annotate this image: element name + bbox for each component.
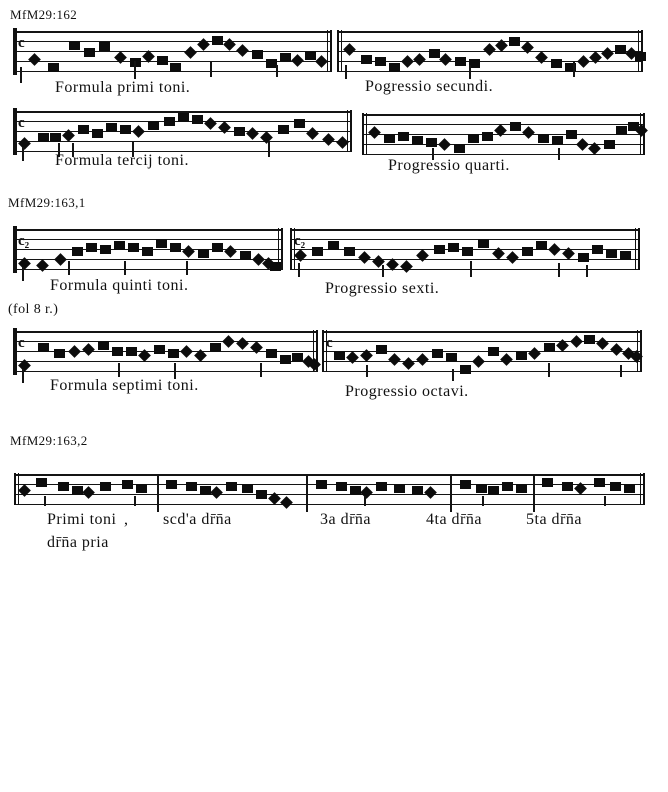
staff-line: [322, 331, 642, 333]
division-stroke: [118, 363, 120, 377]
division-stroke: [366, 365, 368, 377]
diamond-note: [246, 127, 259, 140]
diamond-note: [416, 353, 429, 366]
square-note: [376, 482, 387, 491]
square-note: [510, 122, 521, 131]
division-stroke: [134, 496, 136, 506]
division-stroke: [452, 369, 454, 381]
square-note: [635, 52, 646, 61]
square-note: [294, 119, 305, 128]
division-stroke: [558, 148, 560, 160]
staff-caption: Pogressio secundi.: [365, 78, 494, 95]
staff-line: [362, 154, 645, 155]
square-note: [170, 243, 181, 252]
staff-end-barline: [640, 330, 642, 372]
square-note: [522, 247, 533, 256]
staff-line: [14, 331, 318, 333]
differentia-label: 5ta dr̄n̄a: [526, 511, 582, 528]
staff-line: [362, 114, 645, 116]
square-note: [212, 243, 223, 252]
square-note: [50, 133, 61, 142]
diamond-note: [358, 251, 371, 264]
diamond-note: [210, 486, 223, 499]
square-note: [544, 343, 555, 352]
staff-end-barline: [638, 30, 639, 72]
staff-start-barline: [366, 113, 367, 155]
square-note: [266, 349, 277, 358]
square-note: [551, 59, 562, 68]
square-note: [99, 42, 110, 51]
square-note: [584, 335, 595, 344]
division-stroke: [134, 61, 136, 79]
square-note: [136, 484, 147, 493]
diamond-note: [236, 44, 249, 57]
diamond-note: [402, 357, 415, 370]
staff-caption: Formula quinti toni.: [50, 277, 189, 294]
square-note: [476, 484, 487, 493]
square-note: [178, 113, 189, 122]
square-note: [448, 243, 459, 252]
square-note: [170, 63, 181, 72]
staff-end-barline: [638, 228, 640, 270]
staff-start-bracket: [13, 328, 17, 375]
c-clef: c: [18, 335, 25, 351]
diamond-note: [401, 55, 414, 68]
staff-line: [14, 269, 283, 270]
c-clef: c₂: [294, 233, 306, 249]
square-note: [142, 247, 153, 256]
c-clef: c: [326, 335, 333, 351]
diamond-note: [18, 137, 31, 150]
measure-barline: [157, 474, 159, 512]
staff-line: [14, 141, 352, 142]
division-stroke: [364, 496, 366, 506]
square-note: [468, 134, 479, 143]
square-note: [460, 365, 471, 374]
square-note: [36, 478, 47, 487]
differentia-label: Primi toni: [47, 511, 117, 528]
square-note: [455, 57, 466, 66]
square-note: [128, 243, 139, 252]
division-stroke: [260, 363, 262, 377]
staff-line: [290, 229, 640, 231]
square-note: [432, 349, 443, 358]
division-stroke: [22, 369, 24, 383]
c-clef: c: [18, 35, 25, 51]
diamond-note: [500, 353, 513, 366]
diamond-note: [601, 47, 614, 60]
square-note: [478, 239, 489, 248]
square-note: [280, 53, 291, 62]
staff-line: [14, 229, 283, 231]
differentia-label: 4ta dr̄n̄a: [426, 511, 482, 528]
folio-ref-fol-8r: (fol 8 r.): [8, 302, 59, 317]
staff-pogressio-secundi: [337, 31, 643, 71]
division-stroke: [22, 267, 24, 281]
square-note: [212, 36, 223, 45]
division-stroke: [68, 261, 70, 275]
staff-start-bracket: [13, 226, 17, 273]
square-note: [488, 486, 499, 495]
square-note: [361, 55, 372, 64]
square-note: [86, 243, 97, 252]
division-stroke: [186, 261, 188, 275]
square-note: [192, 115, 203, 124]
square-note: [426, 138, 437, 147]
square-note: [460, 480, 471, 489]
square-note: [240, 251, 251, 260]
diamond-note: [343, 43, 356, 56]
square-note: [482, 132, 493, 141]
diamond-note: [280, 496, 293, 509]
square-note: [552, 136, 563, 145]
diamond-note: [82, 343, 95, 356]
square-note: [334, 351, 345, 360]
diamond-note: [132, 125, 145, 138]
square-note: [198, 249, 209, 258]
staff-caption: Progressio sexti.: [325, 280, 440, 297]
division-stroke: [298, 263, 300, 277]
square-note: [376, 345, 387, 354]
measure-barline: [533, 474, 535, 512]
staff-start-bracket: [13, 108, 17, 155]
square-note: [394, 484, 405, 493]
square-note: [92, 129, 103, 138]
staff-caption: Formula septimi toni.: [50, 377, 199, 394]
diamond-note: [368, 126, 381, 139]
square-note: [126, 347, 137, 356]
square-note: [604, 140, 615, 149]
square-note: [566, 130, 577, 139]
staff-start-barline: [14, 473, 16, 505]
square-note: [429, 49, 440, 58]
staff-end-barline: [643, 473, 645, 505]
division-stroke: [382, 265, 384, 277]
staff-progressio-quarti: [362, 114, 645, 154]
staff-end-barline: [330, 30, 332, 72]
staff-start-barline: [362, 113, 364, 155]
square-note: [516, 484, 527, 493]
differentia-label-second-line: dr̄n̄a pria: [47, 534, 109, 551]
square-note: [148, 121, 159, 130]
diamond-note: [28, 53, 41, 66]
diamond-note: [596, 337, 609, 350]
division-stroke: [345, 65, 347, 79]
square-note: [210, 343, 221, 352]
square-note: [100, 245, 111, 254]
square-note: [434, 245, 445, 254]
staff-formula-primi-toni: [14, 31, 332, 71]
square-note: [509, 37, 520, 46]
square-note: [344, 247, 355, 256]
square-note: [542, 478, 553, 487]
diamond-note: [424, 486, 437, 499]
square-note: [594, 478, 605, 487]
staff-formula-tercij-toni: [14, 111, 352, 151]
square-note: [72, 247, 83, 256]
measure-barline: [450, 474, 452, 512]
diamond-note: [610, 343, 623, 356]
square-note: [389, 63, 400, 72]
staff-formula-septimi-toni: [14, 331, 318, 371]
diamond-note: [306, 127, 319, 140]
staff-line: [337, 41, 643, 42]
staff-caption: Formula tercij toni.: [55, 152, 189, 169]
differentia-label: scd'a dr̄n̄a: [163, 511, 232, 528]
staff-line: [14, 239, 283, 240]
diamond-note: [204, 117, 217, 130]
diamond-note: [522, 126, 535, 139]
square-note: [454, 144, 465, 153]
square-note: [620, 251, 631, 260]
square-note: [375, 57, 386, 66]
source-ref-mfm29-163-1: MfM29:163,1: [8, 195, 86, 210]
staff-caption: Formula primi toni.: [55, 79, 191, 96]
diamond-note: [439, 53, 452, 66]
staff-end-barline: [640, 473, 641, 505]
staff-line: [14, 361, 318, 362]
diamond-note: [180, 345, 193, 358]
square-note: [58, 482, 69, 491]
square-note: [157, 56, 168, 65]
diamond-note: [82, 486, 95, 499]
staff-line: [362, 144, 645, 145]
square-note: [122, 480, 133, 489]
square-note: [278, 125, 289, 134]
diamond-note: [438, 138, 451, 151]
square-note: [398, 132, 409, 141]
square-note: [38, 343, 49, 352]
staff-formula-quinti-toni: [14, 229, 283, 269]
square-note: [488, 347, 499, 356]
staff-end-barline: [635, 228, 636, 270]
square-note: [412, 136, 423, 145]
staff-line: [14, 474, 645, 476]
square-note: [120, 125, 131, 134]
square-note: [312, 247, 323, 256]
square-note: [186, 482, 197, 491]
source-ref-mfm29-163-2: MfM29:163,2: [10, 433, 88, 448]
diamond-note: [291, 54, 304, 67]
square-note: [100, 482, 111, 491]
measure-barline: [306, 474, 308, 512]
staff-start-barline: [290, 228, 292, 270]
square-note: [562, 482, 573, 491]
division-stroke: [586, 265, 588, 277]
square-note: [462, 247, 473, 256]
square-note: [168, 349, 179, 358]
square-note: [446, 353, 457, 362]
diamond-note: [54, 253, 67, 266]
square-note: [305, 51, 316, 60]
division-stroke: [620, 365, 622, 377]
staff-line: [337, 71, 643, 72]
staff-end-barline: [281, 228, 283, 270]
square-note: [252, 50, 263, 59]
square-note: [54, 349, 65, 358]
division-stroke: [124, 261, 126, 275]
square-note: [516, 351, 527, 360]
division-stroke: [604, 496, 606, 506]
c-clef: c: [18, 115, 25, 131]
division-stroke: [20, 67, 22, 83]
square-note: [610, 482, 621, 491]
source-ref-mfm29-162: MfM29:162: [10, 7, 78, 22]
staff-line: [322, 371, 642, 372]
diamond-note: [570, 335, 583, 348]
staff-line: [14, 31, 332, 33]
diamond-note: [184, 46, 197, 59]
diamond-note: [413, 53, 426, 66]
diamond-note: [472, 355, 485, 368]
diamond-note: [68, 345, 81, 358]
square-note: [280, 355, 291, 364]
diamond-note: [506, 251, 519, 264]
staff-end-barline: [327, 30, 328, 72]
staff-progressio-sexti: [290, 229, 640, 269]
differentia-label: ,: [124, 511, 129, 528]
diamond-note: [360, 486, 373, 499]
square-note: [592, 245, 603, 254]
staff-line: [14, 494, 645, 495]
square-note: [270, 262, 281, 271]
staff-start-barline: [341, 30, 342, 72]
square-note: [98, 341, 109, 350]
square-note: [166, 480, 177, 489]
staff-start-barline: [337, 30, 339, 72]
staff-caption: Progressio octavi.: [345, 383, 469, 400]
staff-start-bracket: [13, 28, 17, 75]
diamond-note: [388, 353, 401, 366]
square-note: [234, 127, 245, 136]
staff-end-barline: [347, 110, 348, 152]
square-note: [112, 347, 123, 356]
diamond-note: [576, 138, 589, 151]
c-clef: c₂: [18, 233, 30, 249]
square-note: [84, 48, 95, 57]
staff-line: [14, 41, 332, 42]
diamond-note: [224, 245, 237, 258]
square-note: [106, 123, 117, 132]
staff-end-barline: [641, 30, 643, 72]
square-note: [164, 117, 175, 126]
staff-caption: Progressio quarti.: [388, 157, 510, 174]
square-note: [69, 41, 80, 50]
square-note: [538, 134, 549, 143]
square-note: [350, 486, 361, 495]
staff-line: [337, 31, 643, 33]
square-note: [328, 241, 339, 250]
division-stroke: [573, 61, 575, 77]
square-note: [242, 484, 253, 493]
division-stroke: [22, 147, 24, 161]
square-note: [256, 490, 267, 499]
diamond-note: [182, 245, 195, 258]
square-note: [624, 484, 635, 493]
diamond-note: [528, 347, 541, 360]
staff-start-barline: [322, 330, 324, 372]
differentia-label: 3a dr̄n̄a: [320, 511, 372, 528]
division-stroke: [482, 496, 484, 506]
division-stroke: [548, 363, 550, 377]
diamond-note: [548, 243, 561, 256]
staff-octo-toni-differentiae: [14, 474, 645, 504]
division-stroke: [268, 141, 270, 157]
square-note: [412, 486, 423, 495]
staff-end-barline: [350, 110, 352, 152]
square-note: [154, 345, 165, 354]
staff-line: [14, 341, 318, 342]
diamond-note: [322, 133, 335, 146]
square-note: [38, 133, 49, 142]
square-note: [469, 59, 480, 68]
staff-line: [290, 239, 640, 240]
square-note: [384, 134, 395, 143]
square-note: [606, 249, 617, 258]
square-note: [336, 482, 347, 491]
square-note: [536, 241, 547, 250]
diamond-note: [222, 335, 235, 348]
division-stroke: [558, 263, 560, 277]
square-note: [616, 126, 627, 135]
square-note: [502, 482, 513, 491]
square-note: [200, 486, 211, 495]
square-note: [78, 125, 89, 134]
staff-line: [14, 504, 645, 505]
staff-progressio-octavi: [322, 331, 642, 371]
square-note: [156, 239, 167, 248]
diamond-note: [400, 260, 413, 273]
diamond-note: [236, 337, 249, 350]
division-stroke: [44, 496, 46, 506]
division-stroke: [276, 65, 278, 77]
square-note: [114, 241, 125, 250]
square-note: [578, 253, 589, 262]
staff-line: [362, 124, 645, 125]
staff-line: [14, 371, 318, 372]
square-note: [316, 480, 327, 489]
square-note: [226, 482, 237, 491]
square-note: [48, 63, 59, 72]
division-stroke: [470, 261, 472, 277]
division-stroke: [210, 61, 212, 77]
division-stroke: [469, 65, 471, 79]
square-note: [72, 486, 83, 495]
